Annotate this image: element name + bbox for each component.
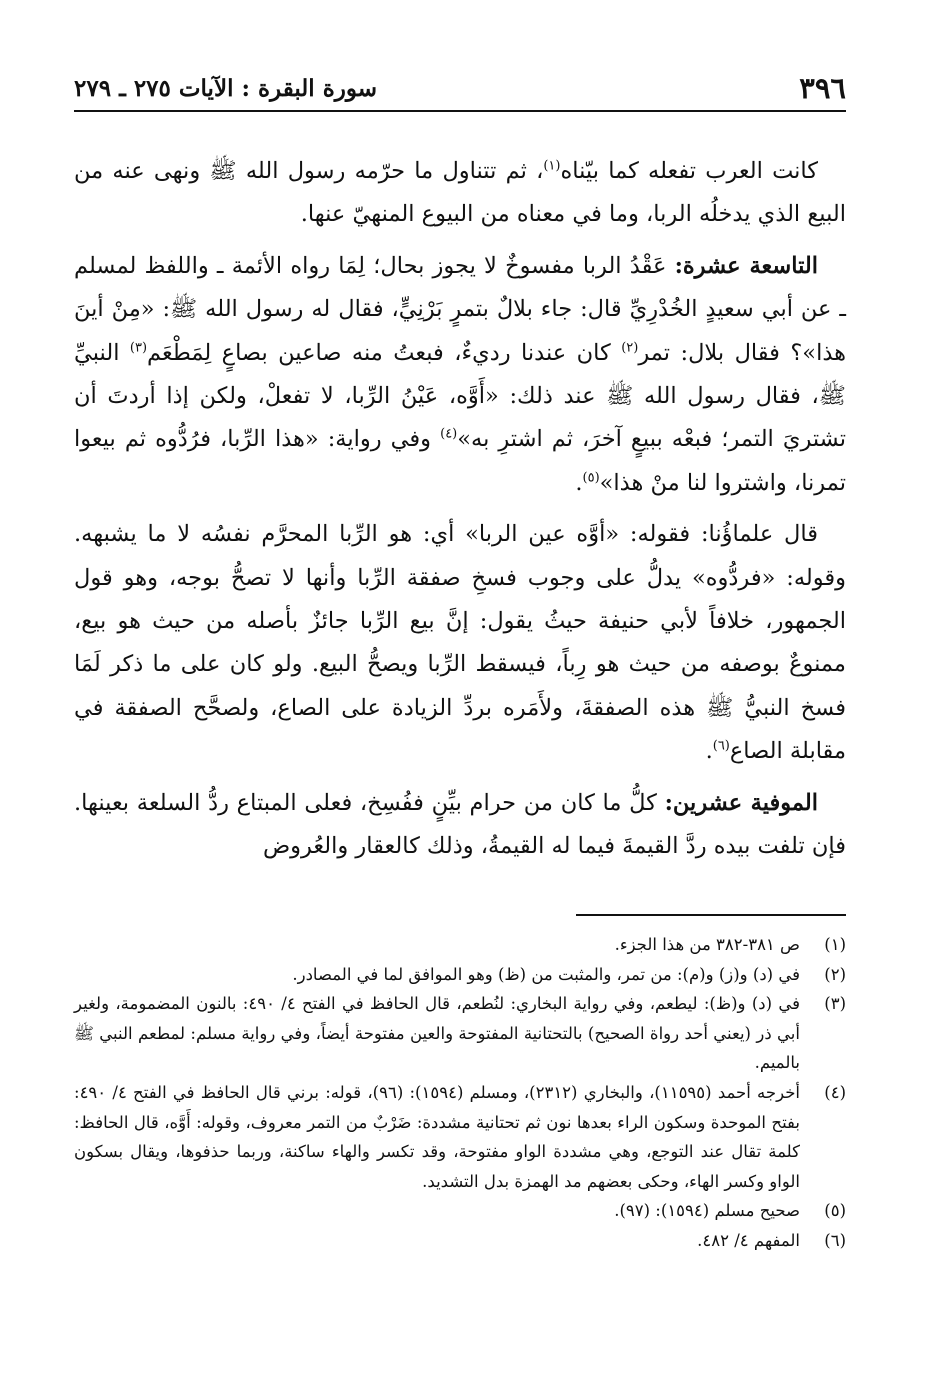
footnote-1 — [74, 930, 846, 960]
section-heading-20: الموفية عشرين: — [664, 789, 818, 816]
footnote-number: (٤) — [824, 1082, 846, 1102]
footnote-4 — [74, 1078, 846, 1196]
footnote-marker-4: (٤) — [440, 426, 458, 442]
text-run: النبيِّ ﷺ، فقال رسول الله ﷺ عند ذلك: «أَوَّه، عَيْنُ الرِّبا، لا تفعلْ، ولكن إذا أردتَ أن تشتريَ التمر؛ فبعْه ببيعٍ آخرَ، ثم اشترِ به» — [74, 339, 846, 453]
page-header — [74, 66, 846, 112]
footnote-marker-3: (٣) — [129, 340, 148, 356]
main-text — [74, 150, 846, 869]
footnote-number: (١) — [824, 935, 846, 954]
footnote-marker-5: (٥) — [582, 470, 600, 486]
footnote-3 — [74, 989, 846, 1078]
footnote-marker-6: (٦) — [712, 738, 730, 754]
section-heading-19: التاسعة عشرة: — [674, 252, 818, 279]
footnote-number: (٢) — [824, 964, 846, 984]
footnote-6 — [74, 1226, 846, 1256]
text-run: كان عندنا رديءٌ، فبعتُ منه صاعين بصاعٍ لِمَطْعَم — [147, 339, 622, 366]
footnote-number: (٥) — [824, 1201, 846, 1221]
footnote-text: في (د) و(ظ): ليطعم، وفي رواية البخاري: لنُطعم، قال الحافظ في الفتح ٤/ ٤٩٠: بالنون المضمومة، ولغير أبي ذر (يعني أحد رواة الصحيح) بالتحتانية المفتوحة والعين مفتوحة أيضاً، وفي رواية مسلم: لمطعم النبي ﷺ بالميم. — [74, 994, 800, 1073]
footnote-text: في (د) و(ز) و(م): من تمر، والمثبت من (ظ) وهو الموافق لما في المصادر. — [292, 964, 800, 984]
footnote-number: (٣) — [824, 994, 846, 1014]
text-run: كانت العرب تفعله كما بيّناه — [560, 158, 818, 184]
paragraph-2 — [74, 245, 846, 505]
paragraph-1 — [74, 150, 846, 237]
footnote-separator — [576, 914, 846, 916]
paragraph-3 — [74, 513, 846, 773]
footnote-text: أخرجه أحمد (١١٥٩٥)، والبخاري (٢٣١٢)، ومسلم (١٥٩٤): (٩٦)، قوله: برني قال الحافظ في الفتح ٤/ ٤٩٠: بفتح الموحدة وسكون الراء بعدها نون ثم تحتانية مشددة: ضَرْبٌ من التمر معروف، وقوله: أَوَّه، قال الحافظ: كلمة تقال عند التوجع، وهي مشددة الواو مفتوحة، وقد تكسر والهاء ساكنة، وربما حذفوها، ويقال بسكون الواو وكسر الهاء، وحكى بعضهم مد الهمزة بدل التشديد. — [74, 1082, 800, 1191]
paragraph-4 — [74, 782, 846, 869]
text-run: كلُّ ما كان من حرام بيِّنٍ ففُسِخ، فعلى المبتاع ردُّ السلعة بعينها. فإن تلفت بيده ردَّ القيمةَ فيما له القيمةُ، وذلك كالعقار والعُروض — [74, 789, 846, 860]
footnote-text: ص ٣٨١-٣٨٢ من هذا الجزء. — [614, 935, 800, 954]
footnote-2 — [74, 960, 846, 990]
footnote-marker-1: (١) — [543, 158, 561, 174]
footnote-text: المفهم ٤/ ٤٨٢. — [697, 1230, 800, 1250]
footnote-5 — [74, 1196, 846, 1226]
text-run: وفي رواية: «هذا الرِّبا، فرُدُّوه ثم بيعوا تمرنا، واشتروا لنا منْ هذا» — [74, 426, 846, 496]
footnote-marker-2: (٢) — [621, 340, 639, 356]
text-run: عَقْدُ الربا مفسوخٌ لا يجوز بحال؛ لِمَا رواه الأئمة ـ واللفظ لمسلم ـ عن أبي سعيدٍ الخُدْرِيِّ قال: جاء بلالٌ بتمرٍ بَرْنِيٍّ، فقال له رسول الله ﷺ: «مِنْ أينَ هذا»؟ فقال بلال: تمر — [74, 252, 846, 366]
footnote-text: صحيح مسلم (١٥٩٤): (٩٧). — [614, 1201, 800, 1221]
text-run: . — [575, 469, 583, 496]
text-run: . — [705, 738, 713, 765]
footnotes — [74, 930, 846, 1256]
running-title: سورة البقرة : الآيات ٢٧٥ ـ ٢٧٩ — [74, 74, 378, 102]
text-run: قال علماؤُنا: فقوله: «أوَّه عين الربا» أي: هو الرِّبا المحرَّم نفسُه لا ما يشبهه. وقوله: «فردُّوه» يدلُّ على وجوب فسخِ صفقة الرِّبا وأنها لا تصحُّ بوجه، وهو قول الجمهور، خلافاً لأبي حنيفة حيثُ يقول: إنَّ بيع الرِّبا جائزٌ بأصله من حيث هو بيع، ممنوعٌ بوصفه من حيث هو رِباً، فيسقط الرِّبا ويصحُّ البيع. ولو كان على ما ذكر لَمَا فسخ النبيُّ ﷺ هذه الصفقةَ، ولأَمَره بردِّ الزيادة على الصاع، ولصحَّح الصفقة في مقابلة الصاع — [74, 521, 846, 765]
footnote-number: (٦) — [824, 1230, 846, 1250]
text-run: ، ثم تتناول ما حرّمه رسول الله ﷺ ونهى عنه من البيع الذي يدخلُه الربا، وما في معناه من البيوع المنهيّ عنها. — [74, 158, 846, 228]
page-number: ٣٩٦ — [799, 71, 846, 105]
